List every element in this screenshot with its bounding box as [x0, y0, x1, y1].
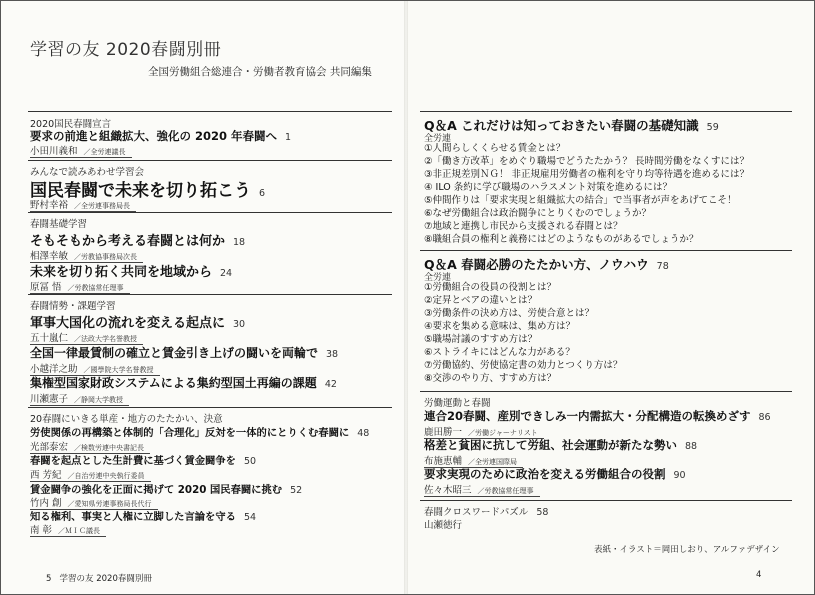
article-title[interactable]: 春闘を起点とした生計費に基づく賃金闘争を 50: [30, 455, 257, 467]
page-number: 6: [259, 188, 266, 199]
list-item: ⑥なぜ労働組合は政治闘争にとりくむのでしょうか？: [424, 208, 652, 219]
author: 五十嵐仁 ／法政大学名誉教授: [30, 330, 143, 345]
page-number: 86: [758, 412, 771, 423]
article-title[interactable]: 全国一律最賃制の確立と賃金引き上げの闘いを両輪で 38: [30, 346, 339, 360]
section-rule: [28, 294, 392, 295]
section-rule: [28, 407, 392, 408]
article-title[interactable]: 要求の前進と組織拡大、強化の 2020 年春闘へ 1: [30, 129, 292, 143]
author: 光部泰宏 ／検数労連中央書記長: [30, 439, 150, 454]
list-item: ⑧職組合員の権利と義務にはどのようなものがあるでしょうか？: [424, 234, 699, 245]
list-item: ①人間らしくくらせる賃金とは？: [424, 143, 566, 154]
question-list: [424, 281, 622, 385]
section-head: みんなで読みあわせ学習会: [30, 167, 145, 178]
page-number: 59: [706, 122, 719, 133]
page-number: 50: [243, 456, 257, 467]
list-item: ⑤職場討議のすすめ方は？: [424, 334, 538, 345]
article-title[interactable]: 未来を切り拓く共同を地域から 24: [30, 265, 233, 280]
author: 小越洋之助 ／國學院大学名誉教授: [30, 361, 160, 376]
section-rule: [28, 212, 392, 213]
page-number: 24: [220, 268, 233, 279]
article-title[interactable]: 要求実現のために政治を変える労働組合の役割 90: [424, 467, 686, 481]
page-number: 88: [685, 441, 698, 452]
list-item: ⑥ストライキにはどんな力がある？: [424, 347, 575, 358]
page-number: 38: [326, 349, 339, 360]
section-head: 2020国民春闘宣言: [30, 119, 112, 130]
section-rule: [420, 250, 792, 251]
article-title[interactable]: そもそもから考える春闘とは何か 18: [30, 234, 246, 249]
qa-author: 全労連: [424, 134, 452, 144]
article-title[interactable]: 軍事大国化の流れを変える起点に 30: [30, 316, 246, 331]
section-head: 20春闘にいきる単産・地方のたたかい、決意: [30, 414, 223, 425]
page-number: 18: [233, 237, 246, 248]
author: 小田川義和 ／全労連議長: [30, 143, 132, 158]
article-title[interactable]: 格差と貧困に抗して労組、社会運動が新たな勢い 88: [424, 438, 698, 452]
author: 山瀬徳行: [424, 520, 463, 531]
question-list: [424, 142, 749, 246]
qa-author: 全労連: [424, 273, 452, 283]
magazine-title: 学習の友 2020春闘別冊: [30, 40, 222, 60]
article-title[interactable]: 賃金闘争の強化を正面に掲げて 2020 国民春闘に挑む 52: [30, 484, 303, 496]
section-rule: [420, 500, 792, 501]
author: 相澤幸敏 ／労教協事務局次長: [30, 248, 143, 263]
section-rule: [420, 111, 792, 112]
list-item: ②「働き方改革」をめぐり職場でどうたたかう？ 長時間労働をなくすには？: [424, 156, 750, 167]
page-number: 4: [756, 570, 762, 580]
running-title: 学習の友 2020春闘別冊: [59, 574, 152, 584]
crossword-title[interactable]: 春闘クロスワードパズル 58: [424, 507, 549, 518]
list-item: ③労働条件の決め方は、労使合意とは？: [424, 308, 595, 319]
qa-title[interactable]: Q＆A これだけは知っておきたい春闘の基礎知識 59: [424, 118, 719, 133]
page-number: 30: [233, 319, 246, 330]
page-gutter: [404, 0, 408, 595]
list-item: ⑦労働協約、労使協定書の効力とつくり方は？: [424, 360, 623, 371]
footer-left: [46, 572, 152, 584]
article-title[interactable]: 集権型国家財政システムによる集約型国土再編の課題 42: [30, 376, 337, 390]
list-item: ⑧交渉のやり方、すすめ方は？: [424, 373, 557, 384]
author: 竹内 創 ／愛知県労連事務局長代行: [30, 495, 158, 510]
section-head: 春闘基礎学習: [30, 219, 88, 230]
list-item: ④ ILO 条約に学び職場のハラスメント対策を進めるには？: [424, 182, 673, 193]
page-number: 58: [536, 507, 549, 518]
list-item: ⑤仲間作りは「要求実現と組織拡大の結合」で当事者が声をあげてこそ！: [424, 195, 737, 206]
page-number: 42: [324, 379, 337, 390]
author: 佐々木昭三 ／労教協常任理事: [424, 482, 540, 497]
author: 野村幸裕 ／全労連事務局長: [30, 197, 136, 212]
section-rule: [420, 391, 792, 392]
list-item: ③非正規差別ＮＧ！ 非正規雇用労働者の権利を守り均等待遇を進めるには？: [424, 169, 750, 180]
section-rule: [28, 111, 392, 112]
list-item: ②定昇とベアの違いとは？: [424, 295, 538, 306]
author: 南 彰 ／ＭＩＣ議長: [30, 522, 106, 537]
article-title[interactable]: 国民春闘で未来を切り拓こう 6: [30, 181, 266, 201]
list-item: ④要求を集める意味は、集め方は？: [424, 321, 576, 332]
section-rule: [28, 160, 392, 161]
list-item: ①労働組合の役員の役割とは？: [424, 282, 557, 293]
page-number: 52: [290, 485, 303, 496]
author: 鹿田勝一 ／労働ジャーナリスト: [424, 424, 544, 439]
article-title[interactable]: 労使関係の再構築と体制的「合理化」反対を一体的にとりくむ春闘に 48: [30, 427, 370, 439]
page-number: 5: [46, 574, 52, 584]
page-number: 78: [656, 261, 669, 272]
section-head: 労働運動と春闘: [424, 398, 491, 409]
cover-credits: 表紙・イラスト＝岡田しおり、アルファデザイン: [594, 545, 780, 555]
section-head: 春闘情勢・課題学習: [30, 301, 116, 312]
page-number: 90: [673, 470, 686, 481]
page-number: 54: [243, 512, 257, 523]
editor-credit: 全国労働組合総連合・労働者教育協会 共同編集: [148, 66, 372, 78]
article-title[interactable]: 連合20春闘、産別できしみ一内需拡大・分配構造の転換めざす 86: [424, 409, 771, 423]
author: 布施恵輔 ／全労連国際局: [424, 453, 523, 468]
author: 西 芳紀 ／自治労連中央執行委員: [30, 467, 151, 482]
article-title[interactable]: 知る権利、事実と人権に立脚した言論を守る 54: [30, 511, 257, 523]
qa-title[interactable]: Q＆A 春闘必勝のたたかい方、ノウハウ 78: [424, 257, 669, 272]
page-number: 1: [285, 132, 292, 143]
author: 原冨 悟 ／労教協常任理事: [30, 279, 130, 294]
author: 川瀬憲子 ／静岡大学教授: [30, 391, 129, 406]
list-item: ⑦地域と連携し市民から支援される春闘とは？: [424, 221, 623, 232]
page-number: 48: [357, 428, 370, 439]
